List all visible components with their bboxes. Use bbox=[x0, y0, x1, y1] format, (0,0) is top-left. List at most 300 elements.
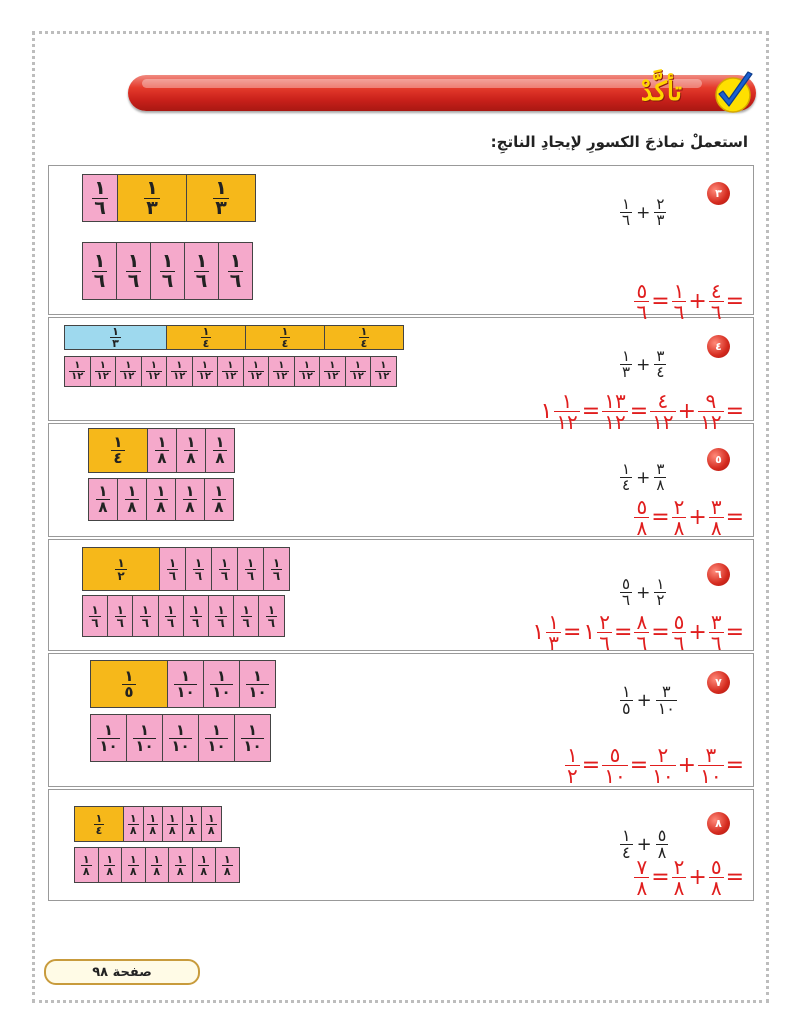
fraction-tile bbox=[143, 806, 164, 842]
fraction-tile bbox=[90, 356, 117, 387]
denominator: ١٢ bbox=[326, 371, 339, 382]
fraction-tile bbox=[150, 242, 185, 300]
fraction bbox=[650, 391, 675, 432]
denominator: ٤ bbox=[360, 337, 368, 350]
fraction-model-top-bar bbox=[82, 174, 256, 222]
numerator: ١ bbox=[93, 249, 106, 272]
fraction bbox=[184, 435, 197, 466]
fraction-tile bbox=[162, 714, 199, 762]
denominator: ٢ bbox=[656, 591, 665, 609]
fraction-tile bbox=[64, 325, 167, 350]
numerator: ١ bbox=[127, 482, 137, 500]
numerator: ١ bbox=[223, 852, 231, 866]
fraction bbox=[656, 684, 677, 717]
operator: + bbox=[636, 202, 651, 223]
numerator: ١ bbox=[82, 852, 90, 866]
denominator: ١٢ bbox=[96, 371, 109, 382]
fraction bbox=[213, 176, 229, 219]
fraction bbox=[245, 557, 256, 582]
numerator: ١ bbox=[129, 811, 137, 825]
operator: + bbox=[688, 620, 707, 645]
fraction bbox=[634, 612, 649, 653]
fraction bbox=[654, 349, 666, 380]
fraction bbox=[110, 326, 121, 349]
fraction bbox=[167, 557, 178, 582]
fraction-tile bbox=[239, 660, 276, 708]
denominator: ٦ bbox=[166, 615, 175, 630]
fraction-model-top-bar bbox=[90, 660, 276, 708]
denominator: ١٢ bbox=[275, 371, 288, 382]
denominator: ٦ bbox=[127, 269, 140, 292]
fraction bbox=[709, 857, 724, 898]
fraction bbox=[144, 176, 160, 219]
numerator: ١ bbox=[91, 602, 99, 617]
denominator: ٦ bbox=[246, 568, 255, 583]
fraction bbox=[359, 326, 370, 349]
numerator: ١ bbox=[246, 555, 255, 570]
numerator: ١ bbox=[176, 360, 183, 371]
denominator: ٨ bbox=[82, 864, 90, 878]
numerator: ٢ bbox=[656, 195, 665, 213]
numerator: ٣ bbox=[656, 347, 665, 365]
fraction-model-bottom-bar bbox=[88, 478, 234, 521]
numerator: ١ bbox=[139, 720, 150, 739]
denominator: ٨ bbox=[188, 823, 196, 837]
problem-expression bbox=[620, 349, 666, 380]
fraction bbox=[228, 249, 244, 292]
numerator: ١ bbox=[146, 176, 158, 199]
numerator: ١ bbox=[192, 602, 200, 617]
numerator: ٤ bbox=[710, 279, 722, 303]
numerator: ١ bbox=[117, 555, 125, 570]
denominator: ٦ bbox=[94, 196, 106, 219]
fraction-tile bbox=[82, 242, 117, 300]
fraction bbox=[125, 484, 138, 515]
fraction-tile bbox=[192, 847, 217, 883]
fraction-tile bbox=[158, 595, 184, 637]
fraction-tile bbox=[168, 847, 193, 883]
fraction bbox=[565, 745, 580, 786]
numerator: ١ bbox=[247, 720, 258, 739]
denominator: ٥ bbox=[622, 699, 631, 718]
fraction bbox=[271, 557, 282, 582]
fraction bbox=[210, 666, 232, 701]
operator: = bbox=[581, 399, 601, 424]
fraction bbox=[197, 361, 213, 382]
denominator: ١٢ bbox=[377, 371, 390, 382]
fraction bbox=[620, 462, 632, 493]
denominator: ١٠ bbox=[652, 764, 674, 788]
fraction bbox=[133, 720, 155, 755]
denominator: ٨ bbox=[207, 823, 215, 837]
fraction bbox=[151, 854, 162, 877]
fraction bbox=[620, 197, 632, 228]
fraction-tile bbox=[319, 356, 346, 387]
denominator: ٤ bbox=[113, 449, 123, 467]
denominator: ١٢ bbox=[173, 371, 186, 382]
denominator: ٥ bbox=[124, 682, 134, 701]
numerator: ١ bbox=[303, 360, 310, 371]
fraction bbox=[205, 720, 227, 755]
answer-expression bbox=[634, 497, 744, 538]
denominator: ٦ bbox=[93, 269, 106, 292]
fraction-tile bbox=[218, 242, 253, 300]
fraction bbox=[672, 497, 687, 538]
denominator: ٣ bbox=[215, 196, 227, 219]
denominator: ١٢ bbox=[604, 410, 626, 434]
fraction-tile bbox=[208, 595, 234, 637]
fraction bbox=[154, 484, 167, 515]
numerator: ٩ bbox=[705, 389, 717, 413]
fraction bbox=[602, 745, 627, 786]
denominator: ٨ bbox=[176, 864, 184, 878]
numerator: ١ bbox=[561, 389, 573, 413]
fraction bbox=[115, 557, 126, 582]
denominator: ٦ bbox=[636, 631, 648, 655]
fraction bbox=[97, 720, 119, 755]
problem-expression bbox=[620, 462, 666, 493]
denominator: ٨ bbox=[710, 516, 722, 540]
numerator: ١ bbox=[622, 195, 631, 213]
fraction-tile bbox=[82, 174, 118, 222]
whole-number: ١ bbox=[540, 399, 553, 424]
numerator: ١ bbox=[211, 720, 222, 739]
fraction-tile bbox=[211, 547, 238, 591]
exercise-number-badge: ٣ bbox=[707, 182, 730, 205]
fraction bbox=[213, 435, 226, 466]
fraction bbox=[190, 604, 201, 629]
fraction bbox=[115, 604, 126, 629]
denominator: ١٢ bbox=[198, 371, 211, 382]
operator: = bbox=[725, 505, 744, 530]
operator: + bbox=[636, 467, 651, 488]
operator: = bbox=[581, 753, 601, 778]
denominator: ١٢ bbox=[71, 371, 84, 382]
fraction bbox=[672, 612, 687, 653]
numerator: ١ bbox=[168, 555, 177, 570]
fraction bbox=[620, 828, 633, 861]
operator: + bbox=[636, 582, 651, 603]
fraction bbox=[546, 612, 561, 653]
fraction-tile bbox=[324, 325, 404, 350]
numerator: ٥ bbox=[636, 279, 648, 303]
fraction-tile bbox=[159, 547, 186, 591]
fraction bbox=[241, 720, 263, 755]
numerator: ١ bbox=[622, 826, 631, 845]
denominator: ٨ bbox=[153, 864, 161, 878]
fraction-tile bbox=[183, 595, 209, 637]
numerator: ١ bbox=[548, 610, 559, 634]
numerator: ١ bbox=[188, 811, 196, 825]
fraction-tile bbox=[176, 428, 206, 473]
exercise-number-badge: ٧ bbox=[707, 671, 730, 694]
fraction-tile bbox=[141, 356, 168, 387]
numerator: ١ bbox=[150, 360, 157, 371]
operator: = bbox=[629, 399, 649, 424]
fraction-tile bbox=[126, 714, 163, 762]
fraction-tile bbox=[146, 478, 176, 521]
numerator: ١ bbox=[194, 555, 203, 570]
fraction bbox=[620, 577, 632, 608]
fraction-tile bbox=[64, 356, 91, 387]
denominator: ٦ bbox=[192, 615, 200, 630]
fraction bbox=[104, 854, 115, 877]
fraction-tile bbox=[175, 478, 205, 521]
fraction bbox=[169, 720, 191, 755]
fraction-tile bbox=[258, 595, 284, 637]
numerator: ١ bbox=[95, 811, 103, 825]
numerator: ١ bbox=[215, 433, 225, 451]
fraction-tile bbox=[167, 660, 204, 708]
fraction bbox=[175, 854, 186, 877]
page-number-label: صفحة ٩٨ bbox=[44, 959, 200, 985]
fraction-tile bbox=[182, 806, 203, 842]
fraction bbox=[165, 604, 176, 629]
fraction bbox=[672, 857, 687, 898]
fraction-model-bottom-bar bbox=[64, 356, 397, 387]
whole-number: ١ bbox=[532, 620, 545, 645]
answer-expression bbox=[540, 391, 744, 432]
operator: = bbox=[725, 399, 744, 424]
fraction bbox=[350, 361, 366, 382]
numerator: ١ bbox=[168, 811, 176, 825]
fraction-tile bbox=[145, 847, 170, 883]
fraction-model-top-bar bbox=[88, 428, 235, 473]
denominator: ٦ bbox=[161, 269, 174, 292]
numerator: ١ bbox=[217, 602, 225, 617]
denominator: ٨ bbox=[214, 498, 224, 516]
numerator: ١ bbox=[229, 249, 242, 272]
operator: = bbox=[562, 620, 582, 645]
problem-expression bbox=[620, 197, 666, 228]
denominator: ٨ bbox=[200, 864, 208, 878]
denominator: ٨ bbox=[673, 516, 685, 540]
operator: = bbox=[725, 865, 744, 890]
denominator: ٨ bbox=[657, 843, 667, 862]
numerator: ١ bbox=[567, 743, 578, 767]
exercise-number-badge: ٤ bbox=[707, 335, 730, 358]
answer-expression bbox=[634, 857, 744, 898]
fraction bbox=[174, 666, 196, 701]
numerator: ٥ bbox=[609, 743, 621, 767]
operator: = bbox=[725, 753, 744, 778]
denominator: ١٠ bbox=[243, 736, 262, 755]
denominator: ٦ bbox=[710, 300, 722, 324]
fraction bbox=[120, 361, 136, 382]
exercise-number-badge: ٨ bbox=[707, 812, 730, 835]
fraction bbox=[273, 361, 289, 382]
numerator: ٨ bbox=[636, 610, 648, 634]
numerator: ١ bbox=[360, 325, 368, 338]
fraction bbox=[186, 813, 197, 836]
numerator: ٢ bbox=[599, 610, 610, 634]
denominator: ٦ bbox=[673, 300, 685, 324]
numerator: ١ bbox=[252, 360, 259, 371]
denominator: ٦ bbox=[229, 269, 242, 292]
fraction bbox=[634, 497, 649, 538]
fraction bbox=[128, 813, 139, 836]
fraction bbox=[193, 557, 204, 582]
denominator: ٢ bbox=[567, 764, 578, 788]
numerator: ١ bbox=[113, 433, 123, 451]
fraction-tile bbox=[82, 547, 160, 591]
denominator: ١٠ bbox=[176, 682, 195, 701]
fraction bbox=[634, 857, 649, 898]
banner-title: تأكَّدْ bbox=[640, 77, 682, 107]
denominator: ١٢ bbox=[556, 410, 578, 434]
denominator: ٨ bbox=[186, 449, 196, 467]
fraction bbox=[698, 391, 723, 432]
operator: + bbox=[636, 690, 652, 711]
denominator: ٨ bbox=[149, 823, 157, 837]
denominator: ١٠ bbox=[207, 736, 226, 755]
denominator: ٨ bbox=[710, 876, 722, 900]
denominator: ١٢ bbox=[652, 410, 674, 434]
numerator: ٤ bbox=[657, 389, 669, 413]
denominator: ١٠ bbox=[135, 736, 154, 755]
denominator: ٢ bbox=[117, 568, 125, 583]
numerator: ١ bbox=[272, 555, 281, 570]
fraction-tile bbox=[217, 356, 244, 387]
numerator: ١ bbox=[116, 602, 124, 617]
numerator: ٢ bbox=[673, 495, 685, 519]
operator: + bbox=[677, 399, 697, 424]
denominator: ٨ bbox=[215, 449, 225, 467]
numerator: ١ bbox=[125, 360, 132, 371]
checkmark-icon bbox=[708, 66, 758, 116]
denominator: ٤ bbox=[656, 363, 665, 381]
fraction-model-top-bar bbox=[82, 547, 290, 591]
numerator: ١ bbox=[622, 347, 631, 365]
numerator: ١ bbox=[185, 482, 195, 500]
denominator: ١٢ bbox=[351, 371, 364, 382]
denominator: ٣ bbox=[146, 196, 158, 219]
fraction bbox=[698, 745, 723, 786]
fraction-tile bbox=[90, 660, 168, 708]
numerator: ٥ bbox=[622, 575, 631, 593]
fraction-model-bottom-bar bbox=[74, 847, 240, 883]
fraction bbox=[597, 612, 612, 653]
denominator: ١٢ bbox=[249, 371, 262, 382]
operator: + bbox=[688, 865, 707, 890]
fraction bbox=[709, 281, 724, 322]
fraction-model-bottom-bar bbox=[82, 242, 253, 300]
fraction bbox=[81, 854, 92, 877]
numerator: ١ bbox=[214, 482, 224, 500]
denominator: ١٢ bbox=[224, 371, 237, 382]
fraction bbox=[92, 249, 108, 292]
fraction-tile bbox=[185, 547, 212, 591]
fraction-tile bbox=[186, 174, 256, 222]
numerator: ١ bbox=[278, 360, 285, 371]
numerator: ٢ bbox=[673, 855, 685, 879]
fraction-tile bbox=[294, 356, 321, 387]
fraction bbox=[128, 854, 139, 877]
fraction-tile bbox=[201, 806, 222, 842]
fraction bbox=[194, 249, 210, 292]
fraction-tile bbox=[192, 356, 219, 387]
fraction bbox=[241, 604, 252, 629]
fraction-tile bbox=[88, 478, 118, 521]
operator: = bbox=[725, 620, 744, 645]
fraction bbox=[634, 281, 649, 322]
operator: = bbox=[651, 865, 670, 890]
numerator: ١ bbox=[157, 433, 167, 451]
denominator: ٦ bbox=[220, 568, 229, 583]
numerator: ١ bbox=[201, 360, 208, 371]
fraction bbox=[122, 666, 135, 701]
denominator: ٦ bbox=[91, 615, 99, 630]
fraction bbox=[248, 361, 264, 382]
fraction bbox=[246, 666, 268, 701]
fraction-tile bbox=[166, 356, 193, 387]
fraction-tile bbox=[198, 714, 235, 762]
numerator: ١ bbox=[622, 682, 631, 701]
fraction bbox=[140, 604, 151, 629]
operator: = bbox=[725, 289, 744, 314]
fraction bbox=[69, 361, 85, 382]
numerator: ١ bbox=[186, 433, 196, 451]
section-banner bbox=[128, 75, 756, 111]
denominator: ٤ bbox=[622, 476, 631, 494]
fraction-tile bbox=[370, 356, 397, 387]
denominator: ٣ bbox=[112, 337, 119, 350]
numerator: ١ bbox=[98, 482, 108, 500]
denominator: ١٠ bbox=[248, 682, 267, 701]
banner-shine bbox=[142, 79, 702, 88]
operator: = bbox=[614, 620, 633, 645]
denominator: ١٢ bbox=[300, 371, 313, 382]
fraction bbox=[212, 484, 225, 515]
numerator: ١ bbox=[103, 720, 114, 739]
numerator: ٥ bbox=[636, 495, 648, 519]
fraction-tile bbox=[184, 242, 219, 300]
fraction-tile bbox=[121, 847, 146, 883]
fraction-model-top-bar bbox=[74, 806, 222, 842]
fraction bbox=[155, 435, 168, 466]
fraction bbox=[299, 361, 315, 382]
denominator: ١٠ bbox=[99, 736, 118, 755]
denominator: ٤ bbox=[622, 843, 631, 862]
fraction bbox=[222, 854, 233, 877]
exercise-number-badge: ٥ bbox=[707, 448, 730, 471]
fraction bbox=[620, 349, 632, 380]
fraction bbox=[111, 435, 124, 466]
fraction bbox=[92, 176, 108, 219]
fraction bbox=[206, 813, 217, 836]
numerator: ٥ bbox=[673, 610, 685, 634]
denominator: ٦ bbox=[636, 300, 648, 324]
denominator: ٦ bbox=[194, 568, 203, 583]
fraction bbox=[602, 391, 627, 432]
numerator: ١ bbox=[656, 575, 665, 593]
denominator: ٦ bbox=[622, 591, 631, 609]
denominator: ٨ bbox=[223, 864, 231, 878]
fraction bbox=[709, 612, 724, 653]
denominator: ٨ bbox=[106, 864, 114, 878]
denominator: ٦ bbox=[710, 631, 722, 655]
denominator: ٤ bbox=[281, 337, 289, 350]
denominator: ٦ bbox=[116, 615, 124, 630]
fraction-tile bbox=[82, 595, 108, 637]
numerator: ١ bbox=[216, 666, 227, 685]
denominator: ٦ bbox=[242, 615, 250, 630]
denominator: ٦ bbox=[217, 615, 225, 630]
fraction bbox=[146, 361, 162, 382]
denominator: ١٢ bbox=[700, 410, 722, 434]
answer-expression bbox=[565, 745, 744, 786]
numerator: ١ bbox=[161, 249, 174, 272]
